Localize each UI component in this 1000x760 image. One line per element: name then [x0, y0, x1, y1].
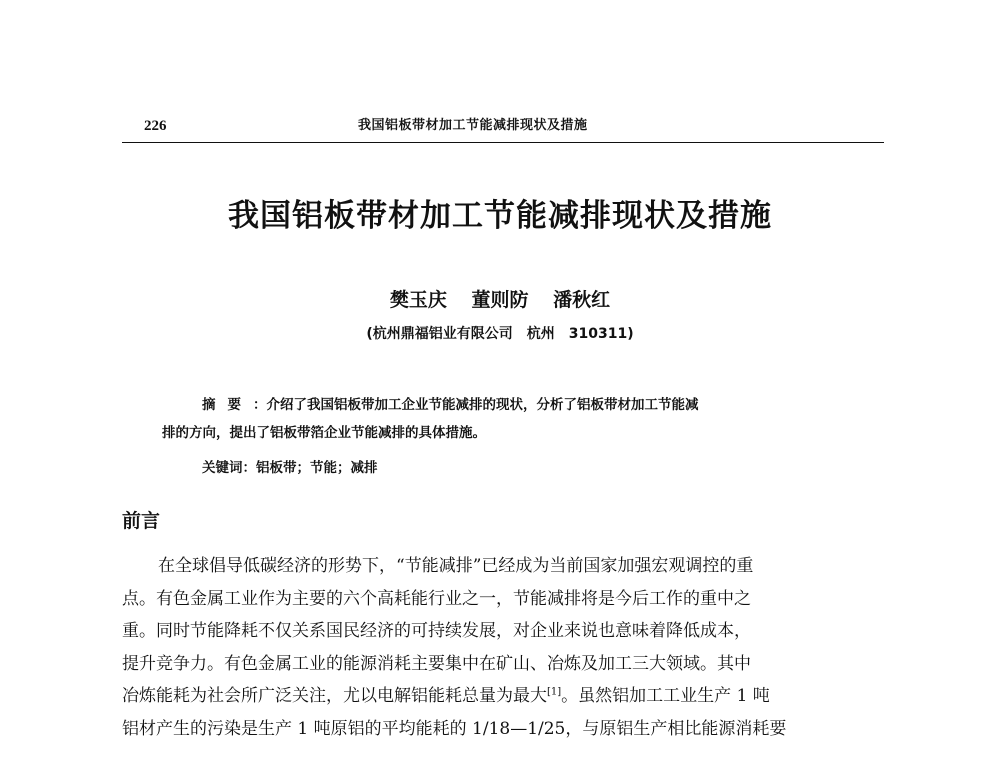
affiliation: (杭州鼎福铝业有限公司 杭州 310311): [366, 326, 634, 342]
abstract-line-1: [162, 391, 852, 419]
body-line-5-text: 冶炼能耗为社会所广泛关注，尤以电解铝能耗总量为最大: [122, 686, 547, 706]
body-paragraph: [122, 550, 884, 745]
author-2: 董则防: [471, 289, 529, 311]
author-list: [0, 287, 1000, 313]
body-line-5: [122, 680, 884, 713]
body-line-3: 重。同时节能降耗不仅关系国民经济的可持续发展，对企业来说也意味着降低成本，: [122, 621, 751, 641]
running-header: [122, 116, 882, 138]
header-rule: [122, 142, 884, 143]
abstract-line-2: 排的方向，提出了铝板带箔企业节能减排的具体措施。: [162, 425, 486, 441]
section-heading: 前言: [122, 510, 161, 532]
keywords-text: ：铝板带；节能；减排: [242, 460, 378, 476]
body-line-5-tail: 。虽然铝加工工业生产 1 吨: [561, 686, 770, 706]
paper-title: 我国铝板带材加工节能减排现状及措施: [228, 198, 772, 234]
keywords-label: 关键词: [202, 460, 243, 476]
body-line-1: 在全球倡导低碳经济的形势下，“节能减排”已经成为当前国家加强宏观调控的重: [158, 556, 754, 576]
abstract-label: 摘要: [202, 397, 253, 413]
running-header-title: 我国铝板带材加工节能减排现状及措施: [358, 118, 588, 133]
abstract: [162, 391, 852, 447]
body-line-2: 点。有色金属工业作为主要的六个高耗能行业之一，节能减排将是今后工作的重中之: [122, 588, 751, 609]
abstract-text-1: ：介绍了我国铝板带加工企业节能减排的现状，分析了铝板带材加工节能减: [253, 397, 699, 413]
body-line-4: 提升竞争力。有色金属工业的能源消耗主要集中在矿山、冶炼及加工三大领域。其中: [122, 653, 751, 674]
author-3: 潘秋红: [553, 289, 611, 311]
page-number: 226: [144, 118, 167, 134]
author-1: 樊玉庆: [389, 289, 447, 311]
citation-ref[interactable]: [1]: [547, 686, 562, 698]
body-line-6: 铝材产生的污染是生产 1 吨原铝的平均能耗的 1/18—1/25，与原铝生产相比能源消耗要: [122, 718, 787, 739]
keywords: [202, 457, 378, 479]
